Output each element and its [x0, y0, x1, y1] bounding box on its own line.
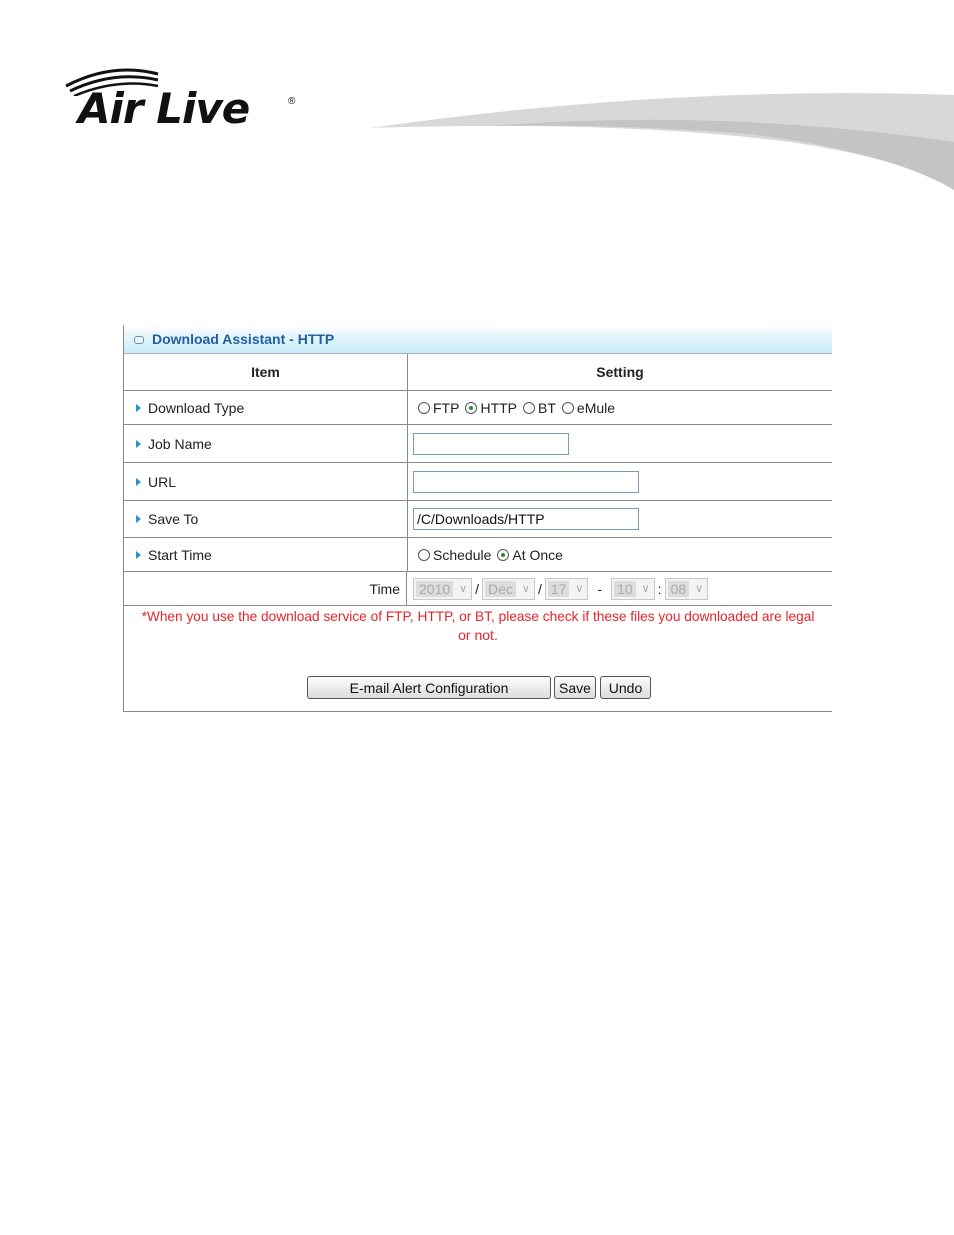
row-time: Time 2010 ∨ / Dec ∨ / 17 ∨ - 10 ∨ : 08 ∨ [124, 572, 832, 606]
url-label: URL [148, 473, 177, 490]
chevron-down-icon: ∨ [521, 583, 530, 595]
job-name-input[interactable] [413, 433, 569, 455]
radio-selected-icon [497, 549, 509, 561]
chevron-down-icon: ∨ [641, 583, 650, 595]
logo-wordmark: Air Live [78, 84, 250, 133]
download-type-label: Download Type [148, 399, 245, 416]
row-arrow-icon [136, 440, 141, 448]
save-button[interactable]: Save [554, 676, 596, 699]
radio-selected-icon [465, 402, 477, 414]
legal-warning-line-2: or not. [458, 627, 498, 643]
radio-bt[interactable]: BT [523, 400, 556, 416]
radio-schedule[interactable]: Schedule [418, 547, 491, 563]
airlive-logo [62, 66, 302, 136]
radio-emule[interactable]: eMule [562, 400, 615, 416]
hour-select[interactable]: 10 ∨ [611, 578, 655, 600]
row-download-type [124, 391, 832, 425]
registered-mark: ® [288, 96, 296, 107]
radio-circle-icon [562, 402, 574, 414]
url-input[interactable] [413, 471, 639, 493]
email-alert-config-button[interactable]: E-mail Alert Configuration [307, 676, 551, 699]
minute-select[interactable]: 08 ∨ [665, 578, 709, 600]
undo-button[interactable]: Undo [600, 676, 651, 699]
save-to-input[interactable] [413, 508, 639, 530]
job-name-label: Job Name [148, 435, 212, 452]
row-url [124, 463, 832, 501]
legal-warning-line-1: *When you use the download service of FTP, HTTP, or BT, please check if these files you downloaded are legal [141, 609, 815, 624]
download-assistant-panel [123, 325, 832, 712]
radio-http[interactable]: HTTP [465, 400, 517, 416]
radio-circle-icon [523, 402, 535, 414]
table-header-row [124, 354, 832, 391]
row-save-to [124, 501, 832, 538]
time-label: Time [369, 580, 400, 597]
chevron-down-icon: ∨ [575, 583, 584, 595]
year-select[interactable]: 2010 ∨ [413, 578, 472, 600]
radio-circle-icon [418, 402, 430, 414]
row-arrow-icon [136, 551, 141, 559]
chevron-down-icon: ∨ [695, 583, 704, 595]
day-select[interactable]: 17 ∨ [545, 578, 589, 600]
header-swoosh-band [370, 90, 954, 200]
column-header-item: Item [124, 354, 408, 390]
row-arrow-icon [136, 404, 141, 412]
panel-title-bar [124, 325, 832, 354]
radio-ftp[interactable]: FTP [418, 400, 459, 416]
row-start-time [124, 538, 832, 572]
row-job-name [124, 425, 832, 463]
save-to-label: Save To [148, 511, 199, 527]
panel-title: Download Assistant - HTTP [152, 331, 335, 347]
title-bullet-icon [134, 336, 144, 344]
start-time-label: Start Time [148, 546, 212, 563]
row-arrow-icon [136, 478, 141, 486]
month-select[interactable]: Dec ∨ [482, 578, 535, 600]
chevron-down-icon: ∨ [459, 583, 468, 595]
row-arrow-icon [136, 515, 141, 523]
radio-at-once[interactable]: At Once [497, 547, 563, 563]
column-header-setting: Setting [596, 364, 644, 380]
radio-circle-icon [418, 549, 430, 561]
legal-warning [124, 608, 832, 644]
